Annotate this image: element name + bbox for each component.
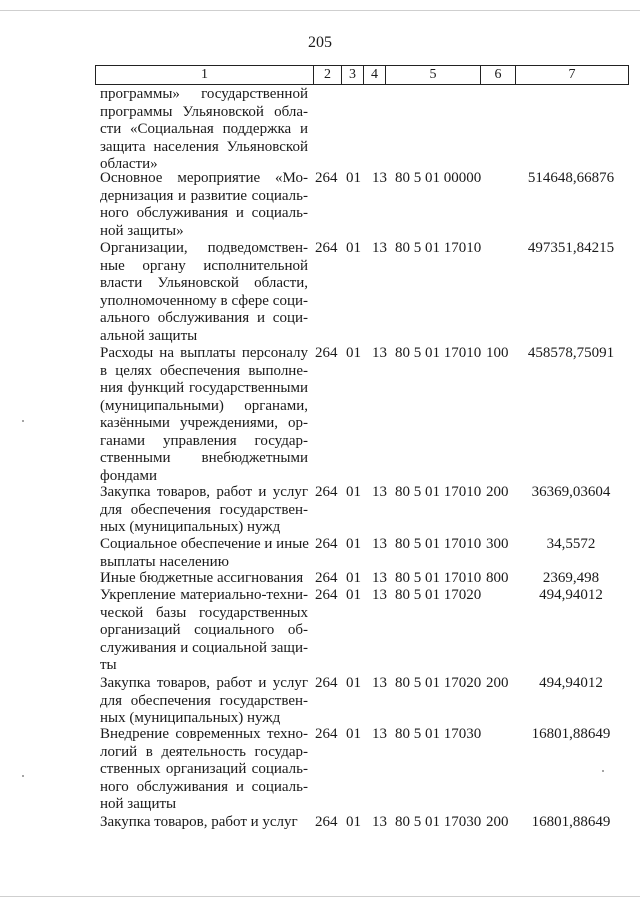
cell-col-2: 264 [315,240,338,256]
row-description [100,536,308,571]
description-line: ного обслуживания и социаль- [100,778,308,795]
description-line: ческой базы государственных [100,604,308,621]
cell-col-4: 13 [372,675,387,691]
description-line: защита населения Ульяновской [100,138,308,155]
description-line: ния функций государственными [100,380,308,396]
description-line: служивания и социальной защи- [100,639,308,656]
cell-col-3: 01 [346,570,361,586]
description-line: ты [100,657,117,673]
cell-col-5: 80 5 01 17010 [395,570,482,586]
cell-col-3: 01 [346,726,361,742]
description-line: альной защиты [100,327,198,344]
description-line: Закупка товаров, работ и услуг [100,484,308,500]
description-line: программы» государственной [100,86,308,102]
header-col-3: 3 [342,66,364,84]
scan-speck [22,420,24,422]
description-line: Расходы на выплаты персоналу [100,345,308,361]
cell-col-4: 13 [372,484,387,500]
cell-col-5: 80 5 01 17010 [395,484,482,500]
cell-col-3: 01 [346,484,361,500]
header-col-4: 4 [364,66,386,84]
description-line: программы Ульяновской обла- [100,103,308,120]
header-col-6: 6 [481,66,516,84]
header-col-1: 1 [96,66,314,84]
cell-col-5: 80 5 01 17010 [395,345,482,361]
description-line: уполномоченному в сфере соци- [100,292,308,309]
cell-col-2: 264 [315,484,338,500]
description-line: ственными внебюджетными [100,450,308,466]
cell-col-3: 01 [346,814,361,830]
header-col-7: 7 [568,67,576,82]
row-description [100,726,308,814]
scan-edge-line [0,10,640,11]
cell-col-7: 458578,75091 [527,345,615,361]
scan-speck [22,775,24,777]
description-line: Организации, подведомствен- [100,240,308,256]
cell-col-3: 01 [346,170,361,186]
description-line: организаций социального об- [100,622,308,638]
cell-col-5: 80 5 01 17020 [395,587,482,603]
cell-col-5: 80 5 01 17030 [395,814,482,830]
row-description [100,675,308,728]
row-description [100,170,308,240]
cell-col-2: 264 [315,814,338,830]
cell-col-4: 13 [372,345,387,361]
cell-col-2: 264 [315,536,338,552]
page-number: 205 [308,34,332,51]
cell-col-4: 13 [372,536,387,552]
cell-col-2: 264 [315,587,338,603]
header-col-5: 5 [386,66,481,84]
cell-col-3: 01 [346,240,361,256]
description-line: сти «Социальная поддержка и [100,121,308,137]
description-line: ганами управления государ- [100,432,308,449]
description-line: ных (муниципальных) нужд [100,710,281,726]
cell-col-5: 80 5 01 17030 [395,726,482,742]
description-line: ального обслуживания и соци- [100,310,308,326]
description-line: для обеспечения государствен- [100,501,308,518]
cell-col-3: 01 [346,675,361,691]
description-line: ных (муниципальных) нужд [100,519,281,535]
description-line: ной защиты» [100,222,184,239]
row-description [100,484,308,537]
cell-col-3: 01 [346,587,361,603]
cell-col-7: 36369,03604 [531,484,611,500]
description-line: логий в деятельность государ- [100,743,308,760]
description-line: Социальное обеспечение и иные [100,536,309,552]
cell-col-7: 497351,84215 [527,240,615,256]
cell-col-7: 494,94012 [539,587,603,603]
description-line: Внедрение современных техно- [100,726,308,742]
cell-col-7: 2369,498 [542,570,600,586]
row-description [100,814,308,832]
cell-col-7: 16801,88649 [531,814,611,830]
cell-col-2: 264 [315,726,338,742]
cell-col-7: 34,5572 [546,536,596,552]
description-line: ной защиты [100,796,177,812]
cell-col-4: 13 [372,170,387,186]
cell-col-6: 200 [486,484,509,500]
cell-col-3: 01 [346,345,361,361]
description-line: для обеспечения государствен- [100,692,308,709]
cell-col-7: 494,94012 [539,675,603,691]
row-description [100,345,308,485]
cell-col-4: 13 [372,240,387,256]
description-line: Укрепление материально-техни- [100,587,308,603]
cell-col-6: 800 [486,570,509,586]
description-line: в целях обеспечения выполне- [100,362,308,379]
cell-col-5: 80 5 01 17020 [395,675,482,691]
cell-col-5: 80 5 01 00000 [395,170,482,186]
cell-col-2: 264 [315,345,338,361]
cell-col-4: 13 [372,570,387,586]
description-line: фондами [100,467,158,484]
description-line: ного обслуживания и социаль- [100,205,308,221]
description-line: (муниципальными) органами, [100,397,308,414]
description-line: казёнными учреждениями, ор- [100,415,308,431]
row-description [100,587,308,675]
description-line: выплаты населению [100,553,229,570]
cell-col-2: 264 [315,570,338,586]
cell-col-5: 80 5 01 17010 [395,536,482,552]
description-line: Иные бюджетные ассигнования [100,570,304,586]
cell-col-6: 200 [486,675,509,691]
cell-col-6: 100 [486,345,509,361]
description-line: Закупка товаров, работ и услуг [100,675,308,691]
cell-col-2: 264 [315,170,338,186]
header-col-2: 2 [314,66,342,84]
description-line: ные органу исполнительной [100,257,308,274]
cell-col-5: 80 5 01 17010 [395,240,482,256]
cell-col-2: 264 [315,675,338,691]
description-line: ственных организаций социаль- [100,761,308,777]
cell-col-3: 01 [346,536,361,552]
cell-col-7: 514648,66876 [527,170,615,186]
cell-col-4: 13 [372,726,387,742]
cell-col-4: 13 [372,587,387,603]
row-description [100,240,308,345]
scan-speck [602,770,604,772]
cell-col-4: 13 [372,814,387,830]
description-line: власти Ульяновской области, [100,275,308,291]
description-line: Закупка товаров, работ и услуг [100,814,298,830]
cell-col-6: 300 [486,536,509,552]
description-line: области» [100,156,158,172]
table-header [95,65,629,85]
cell-col-6: 200 [486,814,509,830]
cell-col-7: 16801,88649 [531,726,611,742]
description-line: дернизация и развитие социаль- [100,187,308,204]
scan-edge-line [0,896,640,897]
row-description [100,570,308,588]
description-line: Основное мероприятие «Мо- [100,170,308,186]
row-description [100,86,308,174]
